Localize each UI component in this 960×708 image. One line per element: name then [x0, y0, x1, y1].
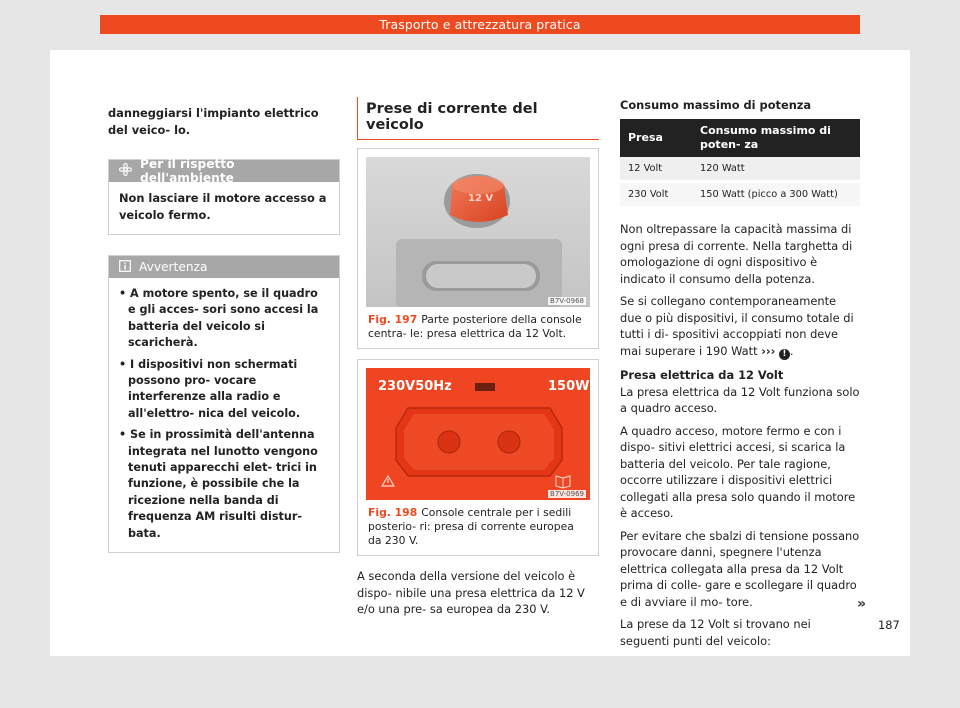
figure-198-caption — [358, 500, 598, 555]
socket-cap-label: 12 V — [468, 193, 494, 204]
sentence-end: . — [789, 343, 794, 358]
combined-load-paragraph — [620, 293, 860, 360]
ignition-paragraph: La presa elettrica da 12 Volt funziona solo a quadro acceso. — [620, 384, 860, 415]
continue-mark: » — [857, 596, 867, 612]
warning-item: • A motore spento, se il quadro e gli acces- sori sono accesi la batteria del veicolo si scaricherà. — [119, 287, 319, 350]
figure-caption-text: Console centrale per i sedili posterio- ri: presa di corrente europea da 230 V. — [368, 506, 574, 547]
environment-box-title: Per il rispetto dell'ambiente — [140, 157, 235, 185]
battery-paragraph: A quadro acceso, motore fermo e con i dispo- sitivi elettrici accesi, si scarica la batteria del veicolo. Per tale ragione, occorre utilizzare i dispositivi elettrici collegati alla presa solo quando il motore è acceso. — [620, 423, 856, 520]
subsection-title: Presa elettrica da 12 Volt — [620, 367, 784, 382]
figure-code: B7V-0969 — [550, 490, 584, 498]
section-title: Prese di corrente del veicolo — [357, 97, 599, 140]
socket-12v-illustration — [366, 157, 590, 307]
table-row — [620, 182, 860, 208]
table-cell: 230 Volt — [620, 182, 692, 208]
page-number: 187 — [878, 618, 900, 632]
middle-column — [357, 97, 599, 624]
cross-reference-arrows[interactable]: ››› — [761, 343, 776, 358]
flower-icon — [119, 163, 132, 179]
figure-label: Fig. 198 — [368, 506, 418, 519]
environment-box — [108, 159, 340, 235]
warning-box-body — [109, 278, 339, 552]
environment-text: Non lasciare il motore accesso a veicolo fermo. — [119, 191, 327, 222]
warning-box — [108, 255, 340, 553]
figure-code: B7V-0968 — [550, 297, 584, 305]
environment-box-body — [109, 182, 339, 234]
capacity-paragraph: Non oltrepassare la capacità massima di ogni presa di corrente. Nella targhetta di omologazione di ogni dispositivo è indicato il consumo della potenza. — [620, 222, 853, 286]
table-cell: 150 Watt (picco a 300 Watt) — [692, 182, 860, 208]
warning-box-title: Avvertenza — [139, 260, 208, 274]
figure-198 — [357, 359, 599, 556]
table-cell: 12 Volt — [620, 157, 692, 182]
environment-box-header — [109, 157, 339, 185]
figure-198-image — [366, 368, 590, 500]
warning-box-header — [109, 256, 339, 278]
socket-voltage-label: 230V50Hz — [378, 379, 452, 394]
warning-item: • Se in prossimità dell'antenna integrata nel lunotto vengono tenuti apparecchi elet- trici in funzione, è possibile che la ricezione nella banda di frequenza AM risulti distur- bata. — [119, 428, 318, 540]
figure-197-caption — [358, 307, 598, 348]
figure-197 — [357, 148, 599, 349]
table-header-cell: Consumo massimo di poten- za — [692, 119, 860, 157]
intro-text: danneggiarsi l'impianto elettrico del veico- lo. — [108, 106, 319, 137]
warning-icon: ! — [779, 349, 790, 360]
warning-item: • I dispositivi non schermati possono pro- vocare interferenze alla radio e all'elettro- nica del veicolo. — [119, 357, 301, 420]
table-row — [620, 157, 860, 182]
combined-load-text: Se si collegano contemporaneamente due o più dispositivi, il consumo totale di tutti i di- spositivi accoppiati non deve mai superare i 190 Watt — [620, 294, 854, 358]
socket-power-label: 150W — [548, 379, 590, 394]
figure-label: Fig. 197 — [368, 313, 418, 326]
left-column — [108, 105, 340, 553]
table-header-cell: Presa — [620, 119, 692, 157]
sockets-intro-text: A seconda della versione del veicolo è dispo- nibile una presa elettrica da 12 V e/o una pre- sa europea da 230 V. — [357, 569, 585, 616]
info-icon — [119, 260, 131, 275]
figure-197-image — [366, 157, 590, 307]
voltage-surge-paragraph: Per evitare che sbalzi di tensione possano provocare danni, spegnere l'utenza elettrica collegata alla presa da 12 Volt prima di colle- gare e scollegare il quadro e di avviare il mo- tore. — [620, 528, 860, 609]
socket-locations-paragraph: La prese da 12 Volt si trovano nei seguenti punti del veicolo: — [620, 617, 811, 648]
table-header-row — [620, 119, 860, 157]
power-table — [620, 119, 860, 209]
chapter-header: Trasporto e attrezzatura pratica — [100, 15, 860, 34]
right-column — [620, 98, 860, 655]
table-cell: 120 Watt — [692, 157, 860, 182]
table-title: Consumo massimo di potenza — [620, 98, 812, 112]
figure-caption-text: Parte posteriore della console centra- le: presa elettrica da 12 Volt. — [368, 313, 582, 340]
